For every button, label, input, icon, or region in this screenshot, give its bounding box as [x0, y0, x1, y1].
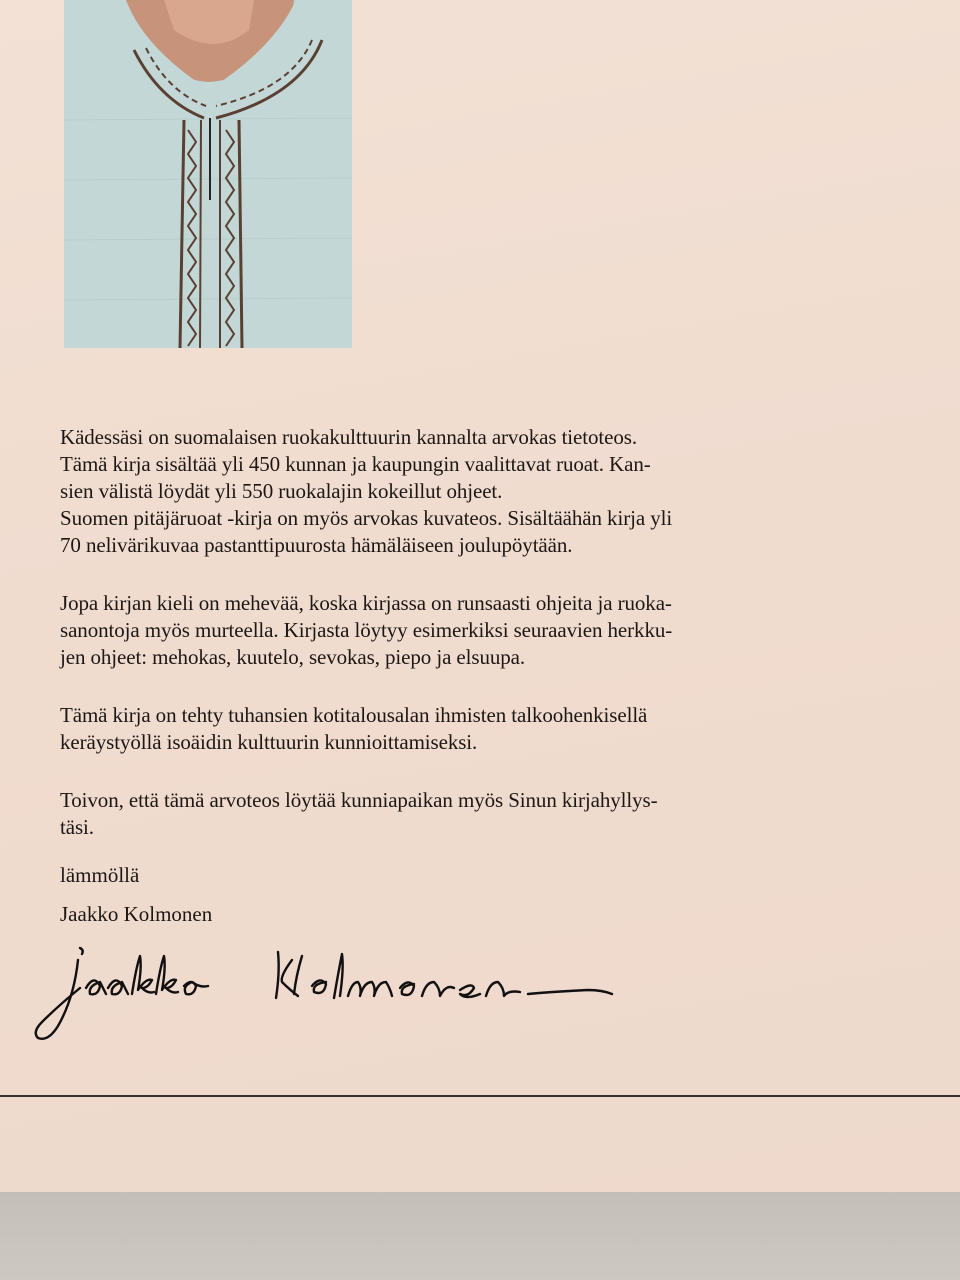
paragraph-1-line-5: 70 nelivärikuvaa pastanttipuurosta hämäläiseen joulupöytään.	[60, 533, 573, 557]
paragraph-1-line-3: sien välistä löydät yli 550 ruokalajin kokeillut ohjeet.	[60, 479, 503, 503]
portrait-image	[64, 0, 352, 348]
paragraph-3-line-1: Tämä kirja on tehty tuhansien kotitalousalan ihmisten talkoohenkisellä	[60, 703, 648, 727]
horizontal-rule	[0, 1095, 960, 1097]
paragraph-2-line-2: sanontoja myös murteella. Kirjasta löytyy esimerkiksi seuraavien herkku-	[60, 618, 673, 642]
paragraph-1-line-1: Kädessäsi on suomalaisen ruokakulttuurin kannalta arvokas tietoteos.	[60, 425, 637, 449]
paragraph-3-line-2: keräystyöllä isoäidin kulttuurin kunnioittamiseksi.	[60, 730, 478, 754]
author-portrait-photo	[64, 0, 352, 348]
paragraph-4-line-1: Toivon, että tämä arvoteos löytää kunniapaikan myös Sinun kirjahyllys-	[60, 788, 658, 812]
background-surface	[0, 1192, 960, 1280]
paragraph-1-line-4: Suomen pitäjäruoat -kirja on myös arvokas kuvateos. Sisältäähän kirja yli	[60, 506, 673, 530]
paragraph-4-line-2: täsi.	[60, 815, 94, 839]
paragraph-1-line-2: Tämä kirja sisältää yli 450 kunnan ja kaupungin vaalittavat ruoat. Kan-	[60, 452, 651, 476]
paragraph-2-line-3: jen ohjeet: mehokas, kuutelo, sevokas, piepo ja elsuupa.	[60, 645, 526, 669]
handwritten-signature	[28, 938, 628, 1048]
author-name: Jaakko Kolmonen	[60, 902, 213, 926]
closing-greeting: lämmöllä	[60, 863, 140, 887]
paragraph-2-line-1: Jopa kirjan kieli on mehevää, koska kirjassa on runsaasti ohjeita ja ruoka-	[60, 591, 672, 615]
body-text	[60, 424, 840, 841]
